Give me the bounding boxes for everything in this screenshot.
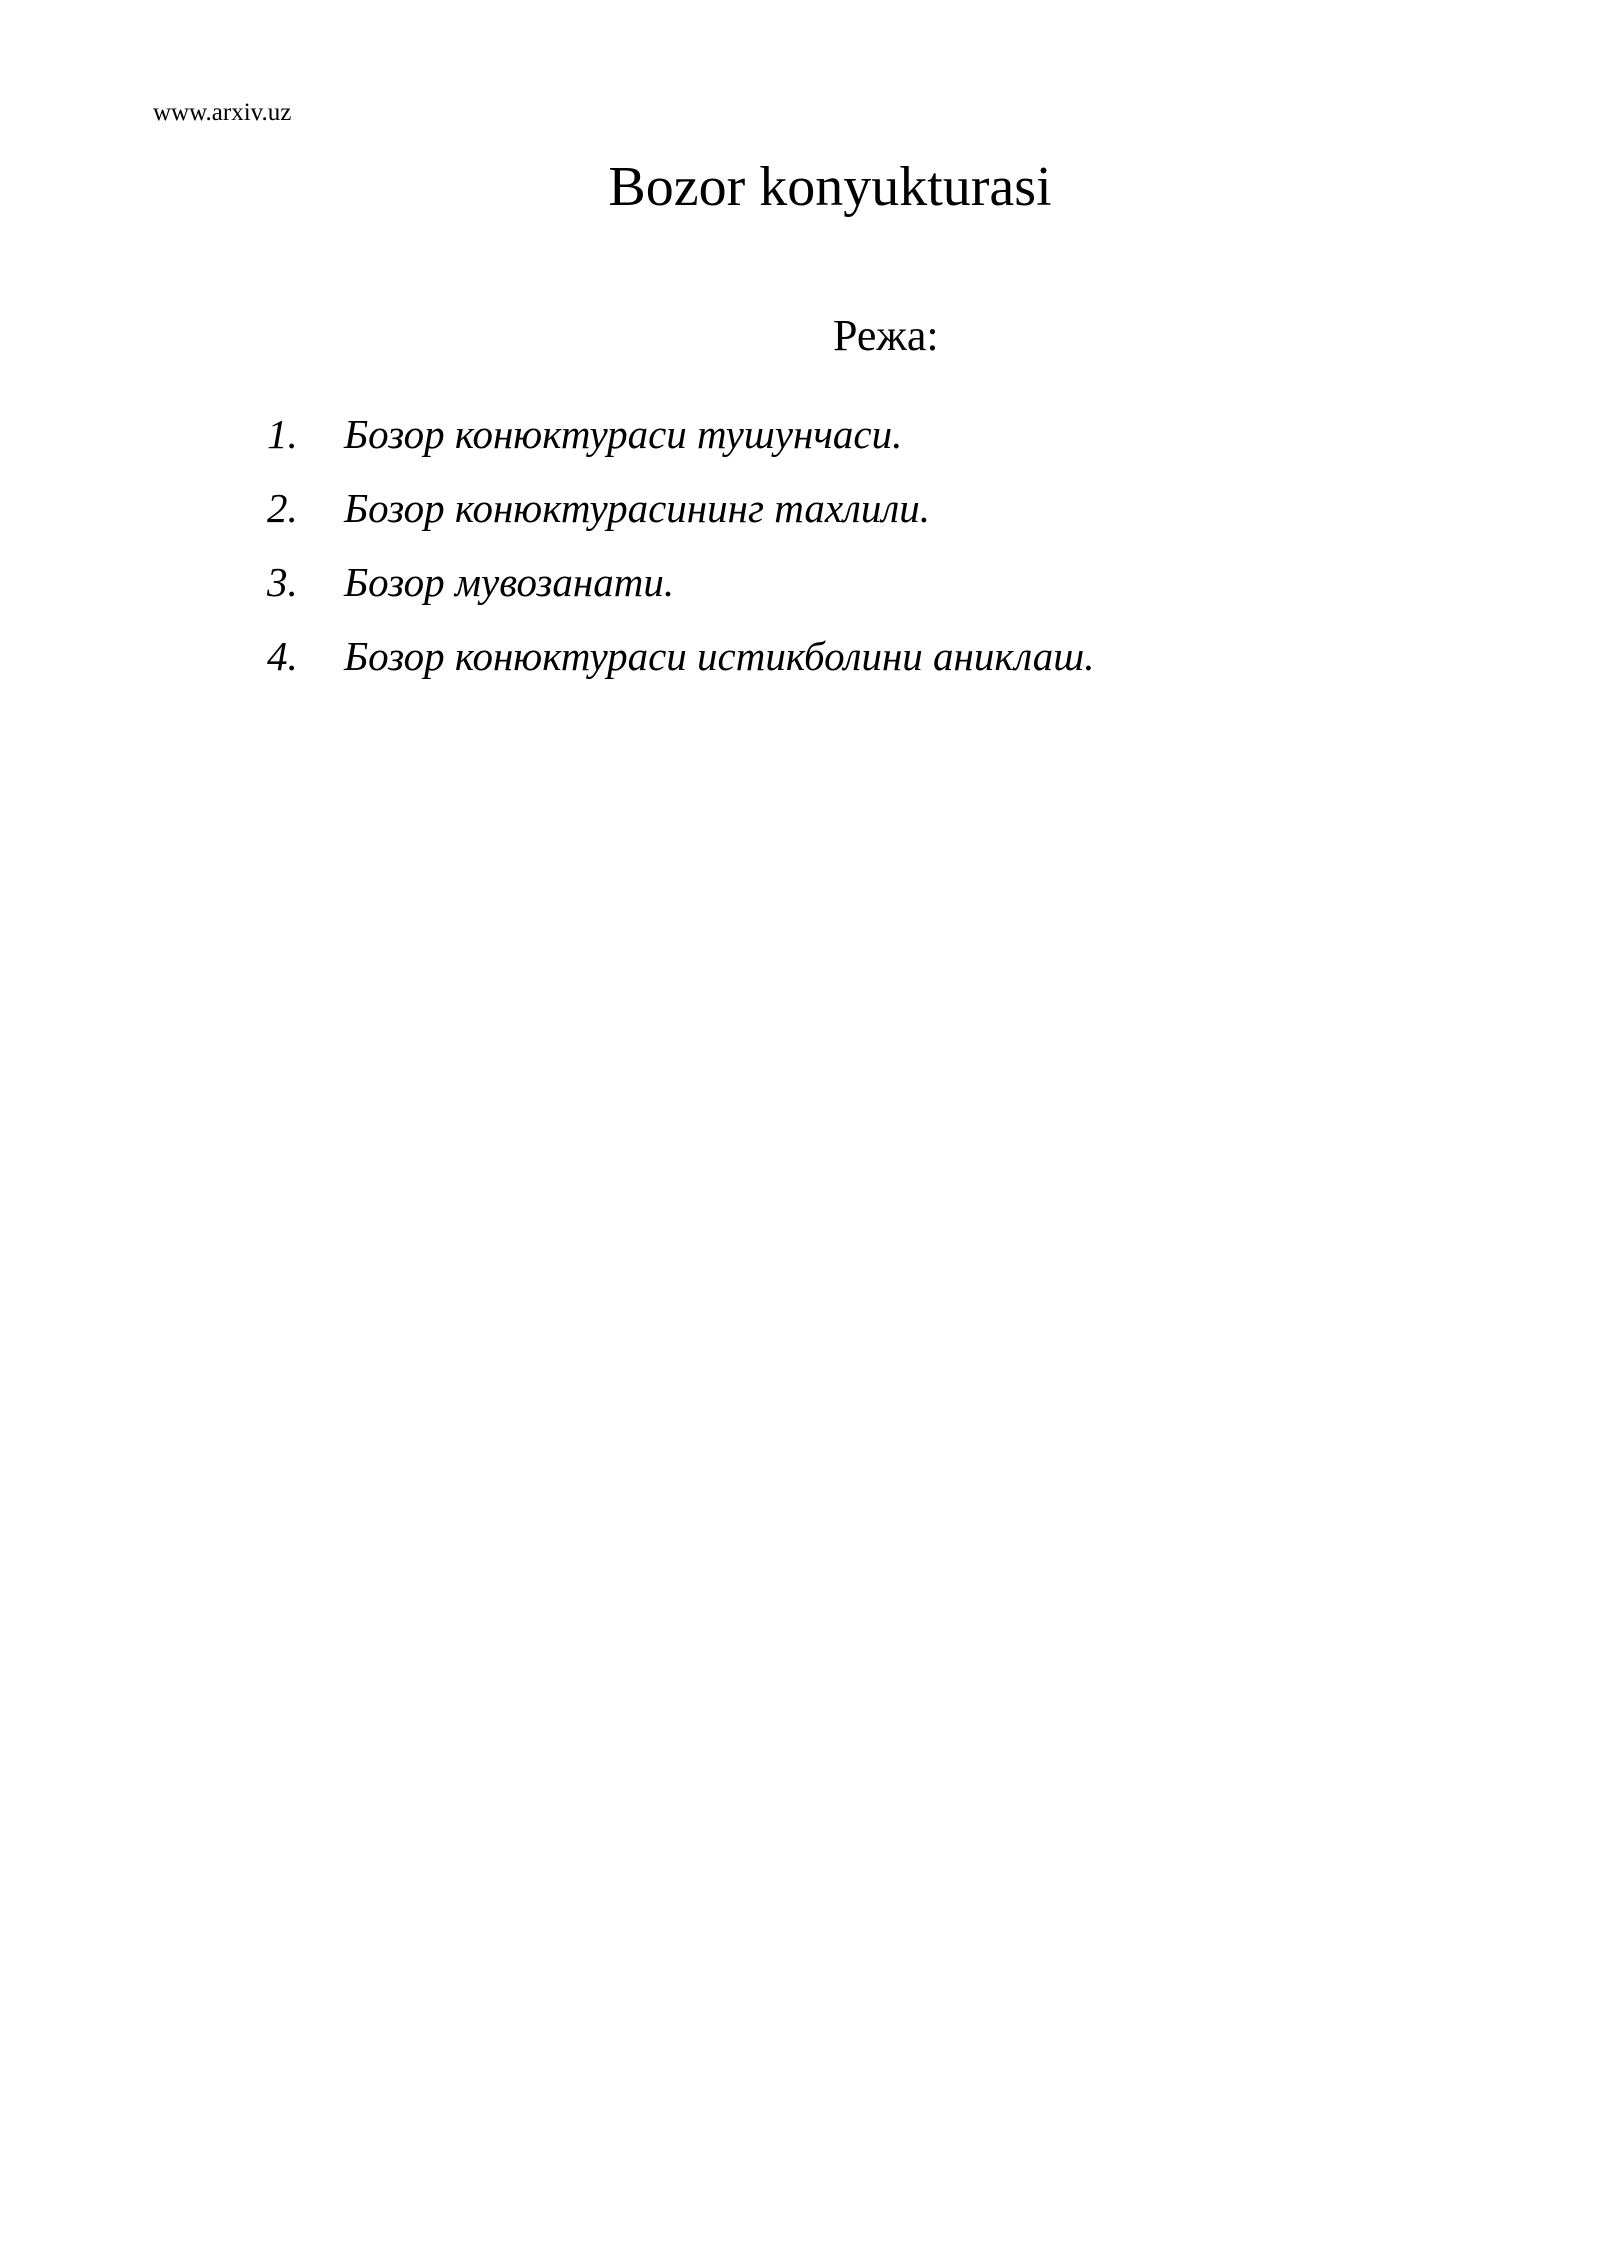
page-title: Bozor konyukturasi [608, 156, 1052, 218]
plan-item-text: Бозор конюктурасининг тахлили. [344, 485, 931, 531]
plan-item-number: 3. [267, 559, 298, 605]
plan-item-number: 2. [267, 485, 298, 531]
header-url: www.arxiv.uz [153, 99, 292, 126]
plan-heading: Режа: [833, 311, 939, 360]
plan-item-number: 4. [267, 633, 298, 679]
plan-item-text: Бозор конюктураси истикболини аниклаш. [344, 633, 1095, 679]
plan-item-number: 1. [267, 411, 298, 457]
plan-item-text: Бозор мувозанати. [344, 559, 675, 605]
plan-item-text: Бозор конюктураси тушунчаси. [344, 411, 903, 457]
